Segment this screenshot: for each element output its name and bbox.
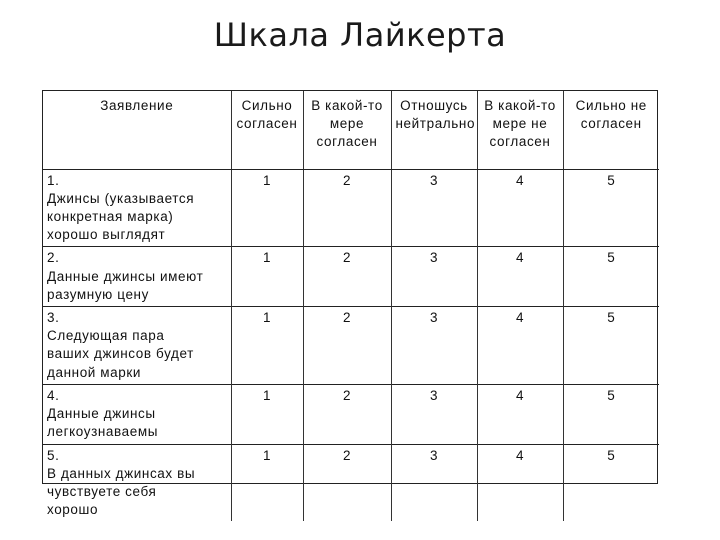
statement-text: В данных джинсах вы чувствуете себя хорошо	[47, 465, 196, 518]
score-cell: 3	[391, 384, 477, 444]
score-cell: 2	[303, 384, 391, 444]
header-row	[43, 91, 659, 169]
table-row	[43, 307, 659, 385]
table-row	[43, 384, 659, 444]
statement-cell	[43, 307, 231, 385]
statement-text: Данные джинсы легкоузнаваемы	[47, 406, 159, 440]
score-cell: 1	[231, 169, 303, 247]
statement-text: Следующая пара ваших джинсов будет данной марки	[47, 328, 194, 380]
statement-text: Данные джинсы имеют разумную цену	[47, 268, 204, 302]
score-cell: 2	[303, 169, 391, 247]
score-cell: 4	[477, 384, 563, 444]
table-row	[43, 247, 659, 307]
statement-cell	[43, 247, 231, 307]
slide-title: Шкала Лайкерта	[213, 16, 507, 54]
score-cell: 3	[391, 169, 477, 247]
statement-number: 4.	[47, 387, 60, 403]
score-cell: 2	[303, 444, 391, 521]
header-neutral: Отношусь нейтрально	[391, 91, 477, 169]
statement-text: Джинсы (указывается конкретная марка) хорошо выглядят	[47, 190, 195, 243]
statement-number: 3.	[47, 310, 60, 326]
score-cell: 5	[563, 247, 659, 307]
statement-cell	[43, 169, 231, 247]
header-strongly-disagree: Сильно не согласен	[563, 91, 659, 169]
statement-cell	[43, 444, 231, 521]
score-cell: 5	[563, 169, 659, 247]
score-cell: 1	[231, 307, 303, 385]
score-cell: 4	[477, 307, 563, 385]
statement-number: 5.	[47, 447, 60, 463]
table-row	[43, 169, 659, 247]
header-statement: Заявление	[43, 91, 231, 169]
header-somewhat-agree: В какой-то мере согласен	[303, 91, 391, 169]
likert-table-container	[42, 90, 658, 518]
score-cell: 5	[563, 307, 659, 385]
score-cell: 1	[231, 247, 303, 307]
score-cell: 2	[303, 247, 391, 307]
header-somewhat-disagree: В какой-то мере не согласен	[477, 91, 563, 169]
header-strongly-agree: Сильно согласен	[231, 91, 303, 169]
score-cell: 1	[231, 444, 303, 521]
score-cell: 5	[563, 444, 659, 521]
score-cell: 5	[563, 384, 659, 444]
likert-scale-table	[43, 91, 659, 521]
score-cell: 3	[391, 444, 477, 521]
table-row	[43, 444, 659, 521]
score-cell: 1	[231, 384, 303, 444]
score-cell: 4	[477, 169, 563, 247]
score-cell: 4	[477, 444, 563, 521]
score-cell: 3	[391, 307, 477, 385]
score-cell: 2	[303, 307, 391, 385]
score-cell: 4	[477, 247, 563, 307]
statement-number: 2.	[47, 250, 60, 266]
statement-cell	[43, 384, 231, 444]
statement-number: 1.	[47, 172, 60, 188]
score-cell: 3	[391, 247, 477, 307]
